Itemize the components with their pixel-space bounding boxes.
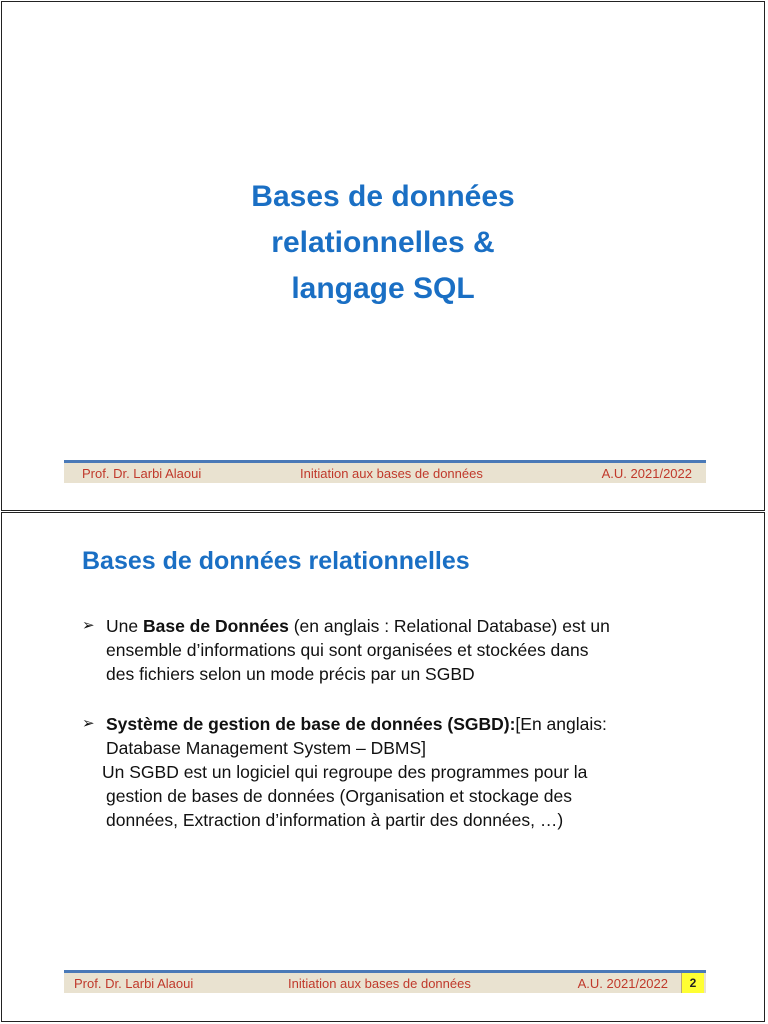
bullet-text: Une (106, 616, 143, 636)
title-line: langage SQL (291, 272, 475, 305)
footer-year: A.U. 2021/2022 (577, 975, 668, 991)
bullet-text: Un SGBD est un logiciel qui regroupe des programmes pour la (102, 762, 588, 782)
slide-2-heading: Bases de données relationnelles (82, 547, 470, 575)
bullet-text: des fichiers selon un mode précis par un SGBD (106, 664, 475, 684)
bullet-bold-term: Système de gestion de base de données (SGBD): (106, 714, 516, 734)
slide-1-footer (64, 460, 706, 483)
slide-2 (1, 512, 765, 1022)
bullet-text: données, Extraction d’information à partir des données, …) (106, 810, 564, 830)
title-line: Bases de données (251, 180, 515, 213)
slide-1-title (2, 174, 764, 312)
bullet-text: ensemble d’informations qui sont organisées et stockées dans (106, 640, 589, 660)
footer-year: A.U. 2021/2022 (601, 465, 692, 481)
bullet-text: [En anglais: (515, 714, 607, 734)
slide-2-footer (64, 970, 706, 993)
title-line: relationnelles & (271, 226, 495, 259)
slide-1 (1, 1, 765, 511)
bullet-sgbd (82, 712, 682, 832)
bullet-base-de-donnees (82, 614, 682, 686)
arrowhead-bullet-icon: ➢ (82, 715, 95, 732)
footer-author: Prof. Dr. Larbi Alaoui (82, 465, 202, 481)
footer-author: Prof. Dr. Larbi Alaoui (74, 975, 194, 991)
bullet-text: gestion de bases de données (Organisation et stockage des (106, 786, 573, 806)
arrowhead-bullet-icon: ➢ (82, 617, 95, 634)
footer-course: Initiation aux bases de données (300, 465, 483, 481)
footer-course: Initiation aux bases de données (288, 975, 471, 991)
page-number-badge: 2 (681, 973, 704, 993)
bullet-text: (en anglais : Relational Database) est un (288, 616, 610, 636)
bullet-text: Database Management System – DBMS] (106, 738, 427, 758)
bullet-bold-term: Base de Données (142, 616, 289, 636)
